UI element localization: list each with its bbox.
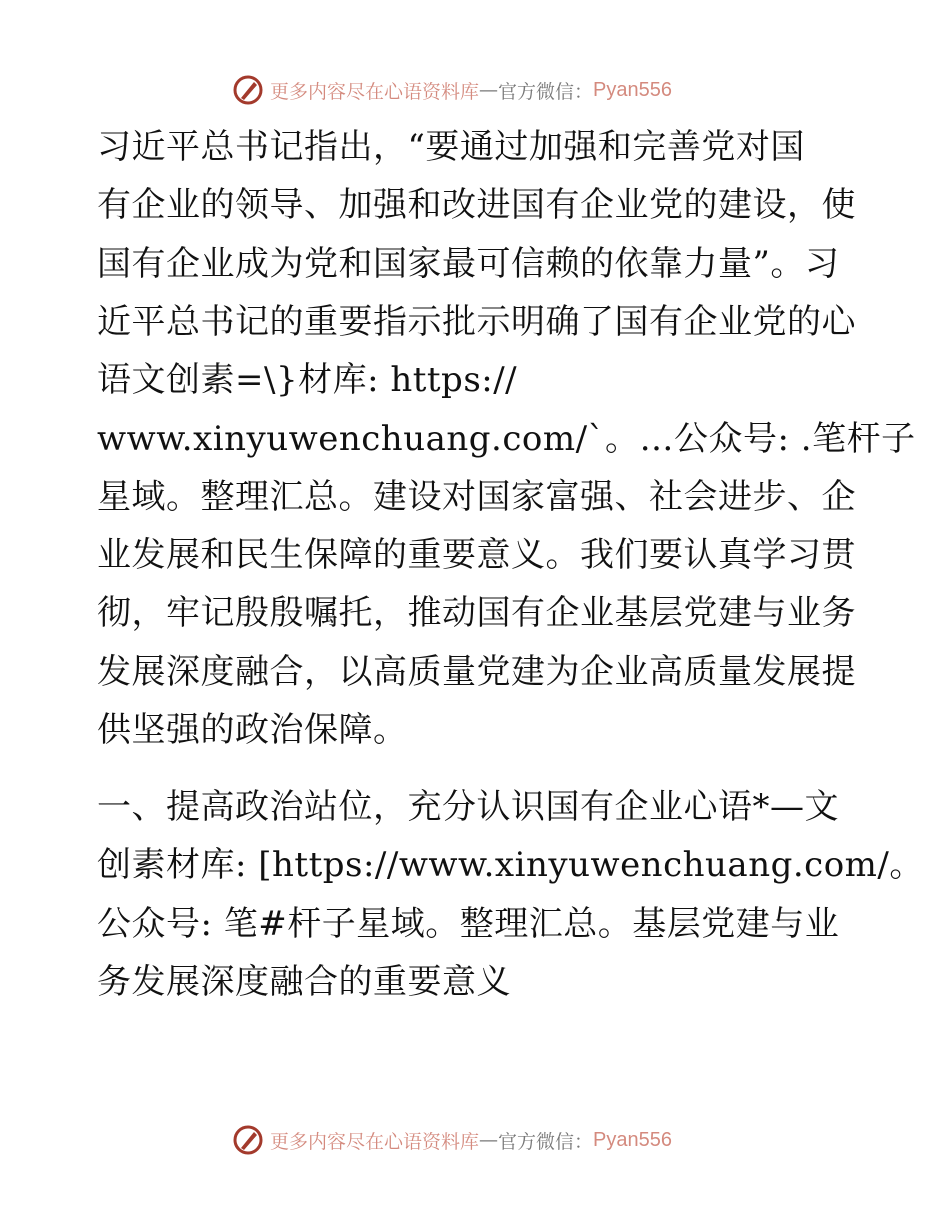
pen-logo-icon bbox=[232, 74, 264, 106]
text-line: www.xinyuwenchuang.com/`。…公众号: .笔杆子 bbox=[97, 418, 916, 459]
banner-site-text: 更多内容尽在心语资料库 bbox=[270, 80, 480, 103]
banner-wechat-id: Pyan556 bbox=[593, 78, 672, 101]
text-line: 务发展深度融合的重要意义 bbox=[97, 961, 511, 1002]
pen-logo-icon bbox=[232, 1124, 264, 1156]
footer-watermark-banner bbox=[232, 1122, 712, 1158]
text-line: 业发展和民生保障的重要意义。我们要认真学习贯 bbox=[97, 535, 856, 576]
text-line: 发展深度融合，以高质量党建为企业高质量发展提 bbox=[97, 651, 856, 692]
text-line: 语文创素=\}材库: https:// bbox=[97, 360, 518, 401]
text-line: 近平总书记的重要指示批示明确了国有企业党的心 bbox=[97, 301, 856, 342]
text-line: 习近平总书记指出，“要通过加强和完善党对国 bbox=[97, 127, 805, 167]
banner-wechat-id: Pyan556 bbox=[593, 1128, 672, 1151]
text-line: 有企业的领导、加强和改进国有企业党的建设，使 bbox=[97, 185, 856, 226]
text-line: 一、提高政治站位，充分认识国有企业心语*—文 bbox=[97, 787, 839, 827]
banner-site-text: 更多内容尽在心语资料库 bbox=[270, 1130, 480, 1153]
text-line: 创素材库: [https://www.xinyuwenchuang.com/。 bbox=[97, 845, 924, 886]
header-watermark-banner bbox=[232, 72, 712, 108]
text-line: 星域。整理汇总。建设对国家富强、社会进步、企 bbox=[97, 476, 856, 517]
banner-dash: — bbox=[479, 79, 499, 101]
banner-wechat-label: 官方微信： bbox=[498, 1130, 594, 1153]
text-line: 彻，牢记殷殷嘱托，推动国有企业基层党建与业务 bbox=[97, 593, 856, 634]
banner-wechat-label: 官方微信： bbox=[498, 80, 594, 103]
text-line: 供坚强的政治保障。 bbox=[97, 710, 408, 750]
text-line: 公众号: 笔#杆子星域。整理汇总。基层党建与业 bbox=[97, 903, 840, 944]
banner-dash: — bbox=[479, 1129, 499, 1151]
text-line: 国有企业成为党和国家最可信赖的依靠力量”。习 bbox=[97, 243, 840, 284]
